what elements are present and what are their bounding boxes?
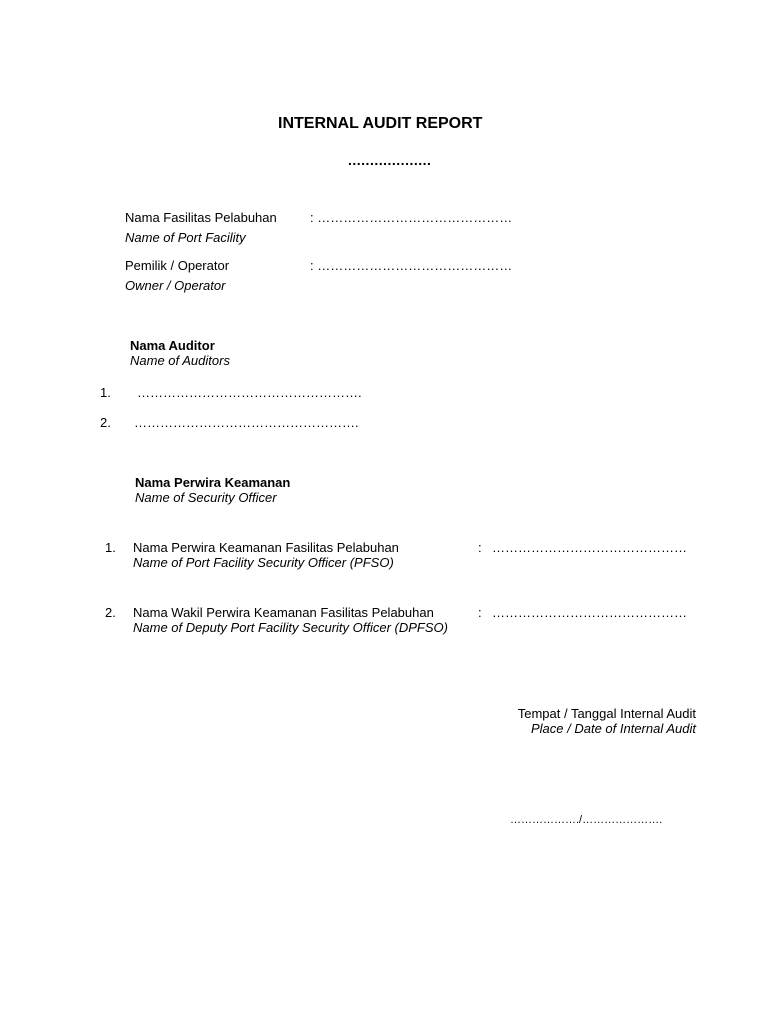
auditors-heading-en: Name of Auditors <box>130 353 230 368</box>
auditor-2-number: 2. <box>100 415 111 430</box>
owner-label: Pemilik / Operator <box>125 258 230 273</box>
place-date-value[interactable]: ………………./…………………. <box>510 814 663 826</box>
auditor-2-value[interactable]: ……………………………………………. <box>134 415 359 430</box>
auditors-heading: Nama Auditor <box>130 338 215 353</box>
dpfso-label: Nama Wakil Perwira Keamanan Fasilitas Pelabuhan <box>133 605 434 620</box>
pfso-number: 1. <box>105 540 116 555</box>
facility-name-label: Nama Fasilitas Pelabuhan <box>125 210 277 225</box>
auditor-1-number: 1. <box>100 385 111 400</box>
facility-name-value[interactable]: : ……………………………………… <box>310 210 513 225</box>
place-date-label-en: Place / Date of Internal Audit <box>530 721 696 736</box>
dpfso-colon: : <box>478 605 482 620</box>
pfso-colon: : <box>478 540 482 555</box>
pfso-value[interactable]: ……………………………………… <box>492 540 687 555</box>
security-officer-heading-en: Name of Security Officer <box>135 490 277 505</box>
dpfso-label-en: Name of Deputy Port Facility Security Officer (DPFSO) <box>133 620 448 635</box>
owner-value[interactable]: : ……………………………………… <box>310 258 513 273</box>
place-date-label: Tempat / Tanggal Internal Audit <box>517 706 696 721</box>
auditor-1-value[interactable]: ……………………………………………. <box>137 385 362 400</box>
document-subtitle: ................... <box>348 152 432 168</box>
pfso-label: Nama Perwira Keamanan Fasilitas Pelabuhan <box>133 540 399 555</box>
document-title: INTERNAL AUDIT REPORT <box>278 115 483 132</box>
facility-name-label-en: Name of Port Facility <box>125 230 246 245</box>
pfso-label-en: Name of Port Facility Security Officer (PFSO) <box>133 555 394 570</box>
dpfso-value[interactable]: ……………………………………… <box>492 605 687 620</box>
dpfso-number: 2. <box>105 605 116 620</box>
security-officer-heading: Nama Perwira Keamanan <box>135 475 291 490</box>
owner-label-en: Owner / Operator <box>125 278 226 293</box>
